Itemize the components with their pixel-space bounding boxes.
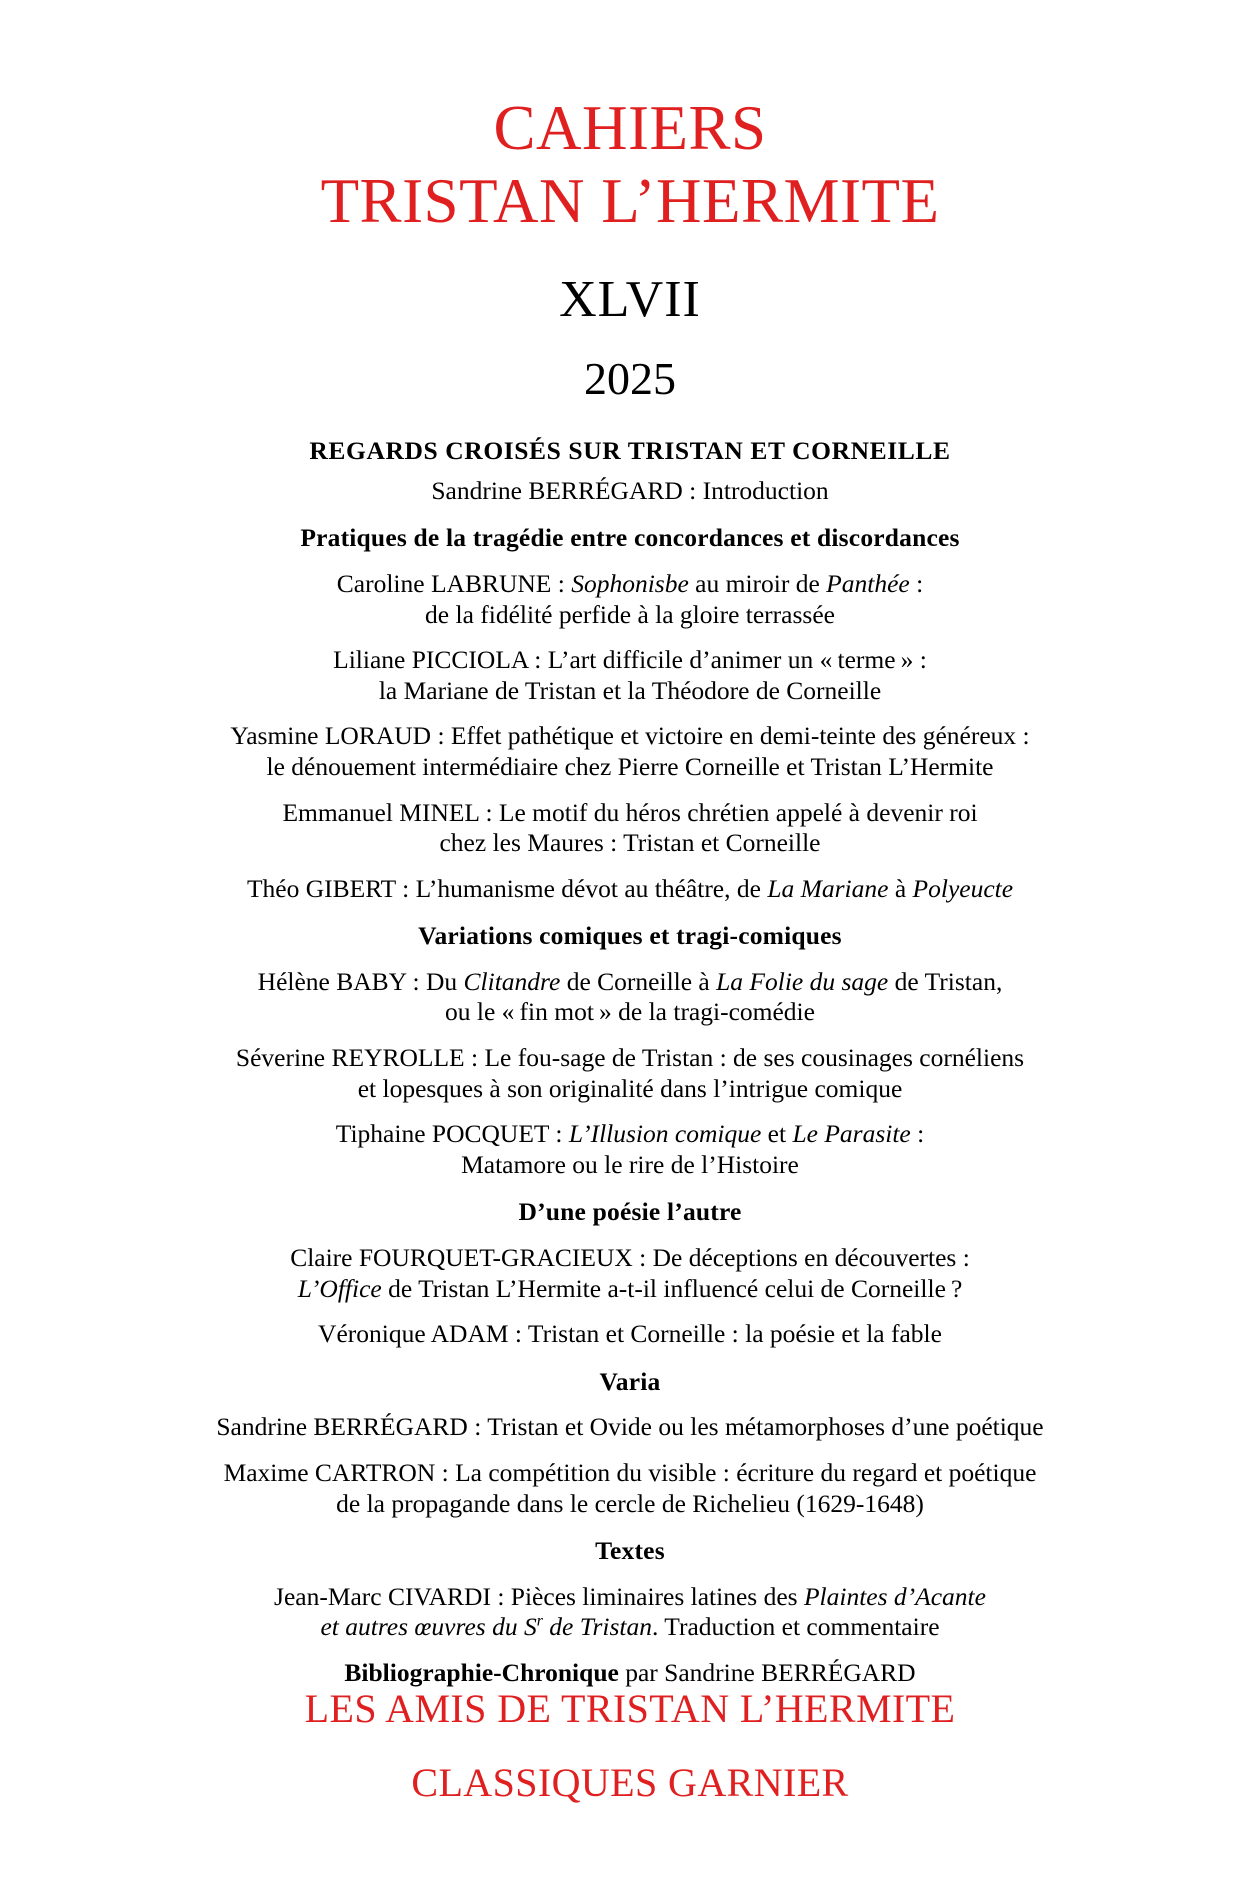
- entry-run: Panthée: [826, 568, 910, 598]
- entry-run: Clitandre: [463, 966, 561, 996]
- publisher-name: CLASSIQUES GARNIER: [411, 1759, 849, 1805]
- entry-line: [100, 1612, 1160, 1643]
- entry-run: L’Illusion comique: [568, 1119, 762, 1149]
- entry-line: [100, 600, 1160, 631]
- entry-line: [100, 1412, 1160, 1443]
- table-of-contents: [100, 426, 1160, 1688]
- contents-entry: [100, 645, 1160, 706]
- contents-entry: [100, 1043, 1160, 1104]
- entry-line: [100, 1458, 1160, 1489]
- entry-run: de Corneille à: [560, 966, 717, 996]
- journal-title-line-1: CAHIERS: [493, 93, 767, 163]
- entry-line: [100, 997, 1160, 1028]
- entry-run: Matamore ou le rire de l’Histoire: [461, 1149, 799, 1179]
- entry-line: [100, 752, 1160, 783]
- entry-run: à: [888, 873, 913, 903]
- superscript-abbreviation: r: [536, 1612, 543, 1630]
- entry-run: de Tristan L’Hermite a-t-il influencé celui de Corneille ?: [381, 1273, 963, 1303]
- entry-run: . Traduction et commentaire: [652, 1612, 940, 1642]
- section-heading: Varia: [599, 1366, 661, 1396]
- dossier-introduction: [100, 476, 1160, 507]
- entry-run: et lopesques à son originalité dans l’intrigue comique: [357, 1073, 903, 1103]
- volume-number: XLVII: [559, 271, 701, 329]
- entry-run: Jean-Marc CIVARDI : Pièces liminaires latines des: [274, 1581, 804, 1611]
- cover-footer: [100, 1685, 1160, 1805]
- entry-line: [100, 1319, 1160, 1350]
- entry-run: Emmanuel MINEL : Le motif du héros chrétien appelé à devenir roi: [282, 797, 978, 827]
- journal-title: [100, 92, 1160, 238]
- contents-entry: [100, 967, 1160, 1028]
- entry-run: de Tristan,: [888, 966, 1003, 996]
- entry-run: et: [761, 1119, 793, 1149]
- entry-run: :: [909, 568, 924, 598]
- contents-entry: [100, 798, 1160, 859]
- entry-line: [100, 721, 1160, 752]
- entry-run: Maxime CARTRON : La compétition du visible : écriture du regard et poétique: [223, 1458, 1037, 1487]
- contents-entry: [100, 1658, 1160, 1689]
- entry-run: Yasmine LORAUD : Effet pathétique et victoire en demi-teinte des généreux :: [230, 721, 1030, 751]
- entry-line: [100, 1582, 1160, 1613]
- entry-run: Séverine REYROLLE : Le fou-sage de Tristan : de ses cousinages cornéliens: [235, 1043, 1025, 1073]
- entry-run: La Mariane: [767, 873, 889, 903]
- entry-line: [100, 569, 1160, 600]
- entry-run: Sophonisbe: [571, 568, 689, 598]
- entry-run: La Folie du sage: [716, 966, 889, 996]
- entry-run: Bibliographie-Chronique: [344, 1657, 619, 1687]
- contents-entry: [100, 1458, 1160, 1519]
- entry-line: [100, 645, 1160, 676]
- entry-line: [100, 1243, 1160, 1274]
- contents-entry: [100, 569, 1160, 630]
- entry-line: [100, 676, 1160, 707]
- society-name: LES AMIS DE TRISTAN L’HERMITE: [304, 1685, 956, 1731]
- contents-entry: [100, 1243, 1160, 1304]
- entry-run: L’Office: [297, 1273, 382, 1303]
- contents-entry: [100, 1412, 1160, 1443]
- entry-run: Théo GIBERT : L’humanisme dévot au théâtre, de: [246, 873, 768, 903]
- entry-line: [100, 874, 1160, 905]
- entry-line: [100, 1119, 1160, 1150]
- entry-run: le dénouement intermédiaire chez Pierre Corneille et Tristan L’Hermite: [266, 751, 994, 781]
- entry-run: par Sandrine BERRÉGARD: [618, 1657, 916, 1687]
- publication-year: 2025: [584, 353, 676, 405]
- entry-run: Tiphaine POCQUET :: [335, 1119, 569, 1149]
- entry-run: Caroline LABRUNE :: [336, 568, 572, 598]
- entry-line: Sandrine BERRÉGARD : Introduction: [431, 475, 829, 505]
- entry-run: :: [910, 1119, 925, 1149]
- entry-run: Plaintes d’Acante: [803, 1581, 986, 1611]
- entry-run: de Tristan: [542, 1612, 652, 1642]
- section-heading: D’une poésie l’autre: [518, 1197, 742, 1227]
- entry-line: [100, 1489, 1160, 1520]
- entry-run: Hélène BABY : Du: [257, 966, 464, 996]
- entry-run: Polyeucte: [912, 873, 1014, 903]
- contents-sections: [100, 523, 1160, 1688]
- contents-entry: [100, 874, 1160, 905]
- contents-entry: [100, 1582, 1160, 1643]
- entry-run: Sandrine BERRÉGARD : Tristan et Ovide ou les métamorphoses d’une poétique: [216, 1412, 1044, 1442]
- entry-line: [100, 798, 1160, 829]
- entry-run: de la fidélité perfide à la gloire terrassée: [425, 599, 835, 629]
- entry-run: chez les Maures : Tristan et Corneille: [439, 828, 821, 858]
- entry-run: Liliane PICCIOLA : L’art difficile d’animer un « terme » :: [333, 645, 927, 675]
- section-heading: Pratiques de la tragédie entre concordances et discordances: [300, 523, 960, 553]
- masthead: [100, 92, 1160, 405]
- entry-line: [100, 1658, 1160, 1689]
- entry-run: au miroir de: [688, 568, 827, 598]
- entry-run: ou le « fin mot » de la tragi-comédie: [445, 997, 815, 1027]
- entry-run: la Mariane de Tristan et la Théodore de Corneille: [378, 675, 882, 705]
- contents-entry: [100, 721, 1160, 782]
- contents-entry: [100, 1319, 1160, 1350]
- entry-line: [100, 828, 1160, 859]
- section-heading: Textes: [595, 1536, 665, 1566]
- contents-entry: [100, 1119, 1160, 1180]
- entry-line: [100, 1074, 1160, 1105]
- entry-run: Claire FOURQUET-GRACIEUX : De déceptions en découvertes :: [290, 1243, 970, 1273]
- entry-line: [100, 1274, 1160, 1305]
- entry-run: Le Parasite: [792, 1119, 911, 1149]
- entry-line: [100, 1043, 1160, 1074]
- entry-run: de la propagande dans le cercle de Richelieu (1629-1648): [336, 1488, 924, 1518]
- entry-run: et autres œuvres du S: [320, 1612, 537, 1642]
- entry-line: [100, 967, 1160, 998]
- section-heading: Variations comiques et tragi-comiques: [418, 921, 842, 951]
- journal-title-line-2: TRISTAN L’HERMITE: [320, 166, 940, 237]
- dossier-heading: REGARDS CROISÉS SUR TRISTAN ET CORNEILLE: [309, 436, 951, 466]
- entry-run: Véronique ADAM : Tristan et Corneille : la poésie et la fable: [318, 1319, 942, 1349]
- entry-line: [100, 1150, 1160, 1181]
